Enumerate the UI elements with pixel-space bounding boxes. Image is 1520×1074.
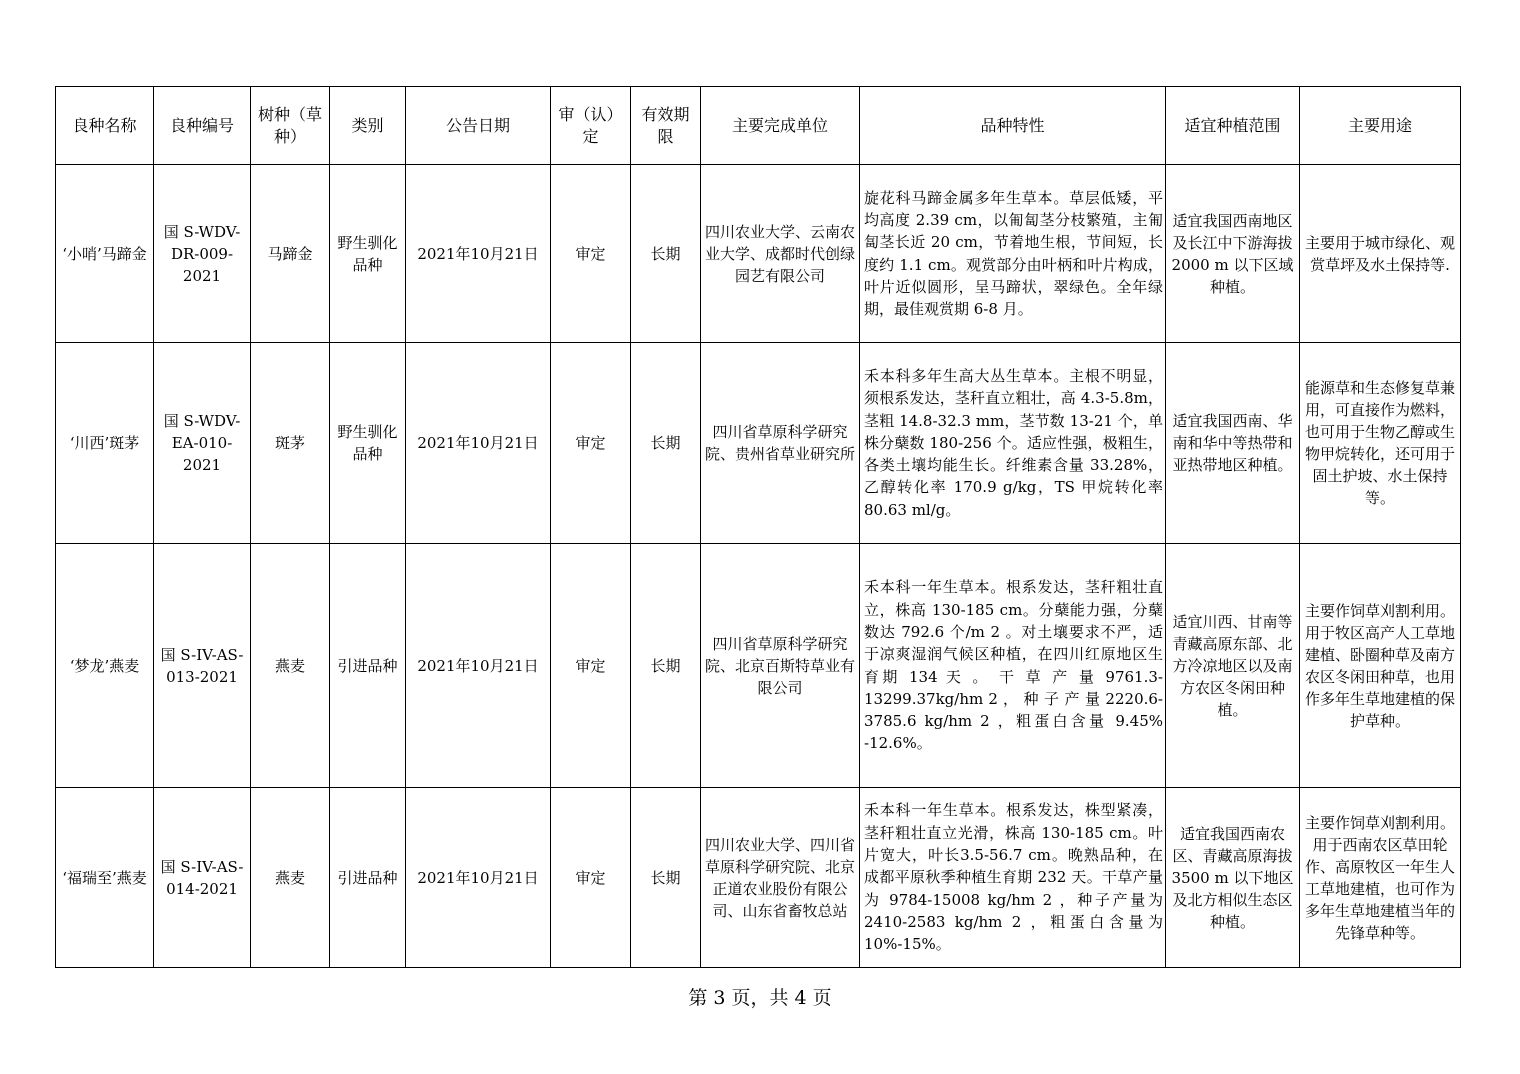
cell-approval: 审定 bbox=[551, 544, 631, 788]
header-range: 适宜种植范围 bbox=[1166, 87, 1300, 165]
cell-approval: 审定 bbox=[551, 165, 631, 343]
cell-category: 引进品种 bbox=[330, 788, 406, 968]
cell-date: 2021年10月21日 bbox=[406, 788, 551, 968]
table-row bbox=[56, 343, 1461, 544]
cell-range: 适宜我国西南、华南和华中等热带和亚热带地区种植。 bbox=[1166, 343, 1300, 544]
cell-code: 国 S-IV-AS-013-2021 bbox=[154, 544, 251, 788]
cell-unit: 四川省草原科学研究院、北京百斯特草业有限公司 bbox=[701, 544, 860, 788]
header-traits: 品种特性 bbox=[860, 87, 1166, 165]
table-header-row bbox=[56, 87, 1461, 165]
cell-species: 马蹄金 bbox=[251, 165, 330, 343]
cell-approval: 审定 bbox=[551, 788, 631, 968]
cell-range: 适宜我国西南地区及长江中下游海拔 2000 m 以下区域种植。 bbox=[1166, 165, 1300, 343]
cell-code: 国 S-WDV-EA-010-2021 bbox=[154, 343, 251, 544]
header-approval: 审（认）定 bbox=[551, 87, 631, 165]
cell-category: 野生驯化品种 bbox=[330, 343, 406, 544]
header-use: 主要用途 bbox=[1300, 87, 1461, 165]
page-number-footer: 第 3 页，共 4 页 bbox=[688, 987, 832, 1009]
cell-traits: 禾本科多年生高大丛生草本。主根不明显，须根系发达，茎秆直立粗壮，高 4.3-5.8m，茎粗 14.8-32.3 mm，茎节数 13-21 个，单株分蘖数 180-256 个。适应性强，极粗生，各类土壤均能生长。纤维素含量 33.28%，乙醇转化率 170.9 g/kg，TS 甲烷转化率 80.63 ml/g。 bbox=[860, 343, 1166, 544]
cell-species: 燕麦 bbox=[251, 544, 330, 788]
cell-validity: 长期 bbox=[631, 165, 701, 343]
cell-code: 国 S-WDV-DR-009-2021 bbox=[154, 165, 251, 343]
cell-category: 引进品种 bbox=[330, 544, 406, 788]
table-row bbox=[56, 165, 1461, 343]
cell-validity: 长期 bbox=[631, 343, 701, 544]
cell-traits: 禾本科一年生草本。根系发达，茎秆粗壮直立，株高 130-185 cm。分蘖能力强，分蘖数达 792.6 个/m 2 。对土壤要求不严，适于凉爽湿润气候区种植，在四川红原地区生育期 134 天 。 干 草 产 量 9761.3-13299.37kg/hm 2 ， 种 子 产 量 2220.6-3785.6 kg/hm 2 ，粗蛋白含量 9.45% -12.6%。 bbox=[860, 544, 1166, 788]
cell-traits: 旋花科马蹄金属多年生草本。草层低矮，平均高度 2.39 cm，以匍匐茎分枝繁殖，主匍匐茎长近 20 cm，节着地生根，节间短，长度约 1.1 cm。观赏部分由叶柄和叶片构成，叶片近似圆形，呈马蹄状，翠绿色。全年绿期，最佳观赏期 6-8 月。 bbox=[860, 165, 1166, 343]
cell-species: 斑茅 bbox=[251, 343, 330, 544]
cell-name: ‘福瑞至’燕麦 bbox=[56, 788, 154, 968]
cell-approval: 审定 bbox=[551, 343, 631, 544]
header-date: 公告日期 bbox=[406, 87, 551, 165]
variety-table bbox=[55, 86, 1461, 968]
cell-code: 国 S-IV-AS-014-2021 bbox=[154, 788, 251, 968]
cell-range: 适宜我国西南农区、青藏高原海拔 3500 m 以下地区及北方相似生态区种植。 bbox=[1166, 788, 1300, 968]
cell-species: 燕麦 bbox=[251, 788, 330, 968]
table-row bbox=[56, 788, 1461, 968]
cell-range: 适宜川西、甘南等青藏高原东部、北方冷凉地区以及南方农区冬闲田种植。 bbox=[1166, 544, 1300, 788]
cell-validity: 长期 bbox=[631, 788, 701, 968]
cell-use: 能源草和生态修复草兼用，可直接作为燃料，也可用于生物乙醇或生物甲烷转化，还可用于固土护坡、水土保持等。 bbox=[1300, 343, 1461, 544]
cell-name: ‘梦龙’燕麦 bbox=[56, 544, 154, 788]
header-code: 良种编号 bbox=[154, 87, 251, 165]
cell-use: 主要用于城市绿化、观赏草坪及水土保持等. bbox=[1300, 165, 1461, 343]
cell-date: 2021年10月21日 bbox=[406, 165, 551, 343]
cell-unit: 四川省草原科学研究院、贵州省草业研究所 bbox=[701, 343, 860, 544]
cell-date: 2021年10月21日 bbox=[406, 544, 551, 788]
cell-category: 野生驯化品种 bbox=[330, 165, 406, 343]
header-species: 树种（草种） bbox=[251, 87, 330, 165]
cell-name: ‘小哨’马蹄金 bbox=[56, 165, 154, 343]
table-row bbox=[56, 544, 1461, 788]
header-unit: 主要完成单位 bbox=[701, 87, 860, 165]
cell-name: ‘川西’斑茅 bbox=[56, 343, 154, 544]
header-validity: 有效期限 bbox=[631, 87, 701, 165]
header-name: 良种名称 bbox=[56, 87, 154, 165]
cell-date: 2021年10月21日 bbox=[406, 343, 551, 544]
cell-unit: 四川农业大学、云南农业大学、成都时代创绿园艺有限公司 bbox=[701, 165, 860, 343]
cell-use: 主要作饲草刈割利用。用于牧区高产人工草地建植、卧圈种草及南方农区冬闲田种草，也用作多年生草地建植的保护草种。 bbox=[1300, 544, 1461, 788]
header-category: 类别 bbox=[330, 87, 406, 165]
cell-unit: 四川农业大学、四川省草原科学研究院、北京正道农业股份有限公司、山东省畜牧总站 bbox=[701, 788, 860, 968]
cell-traits: 禾本科一年生草本。根系发达，株型紧凑，茎秆粗壮直立光滑，株高 130-185 cm。叶片宽大，叶长3.5-56.7 cm。晚熟品种，在成都平原秋季种植生育期 232 天。干草产量为 9784-15008 kg/hm 2 ，种子产量为 2410-2583 kg/hm 2 ，粗蛋白含量为 10%-15%。 bbox=[860, 788, 1166, 968]
cell-use: 主要作饲草刈割利用。用于西南农区草田轮作、高原牧区一年生人工草地建植，也可作为多年生草地建植当年的先锋草种等。 bbox=[1300, 788, 1461, 968]
cell-validity: 长期 bbox=[631, 544, 701, 788]
